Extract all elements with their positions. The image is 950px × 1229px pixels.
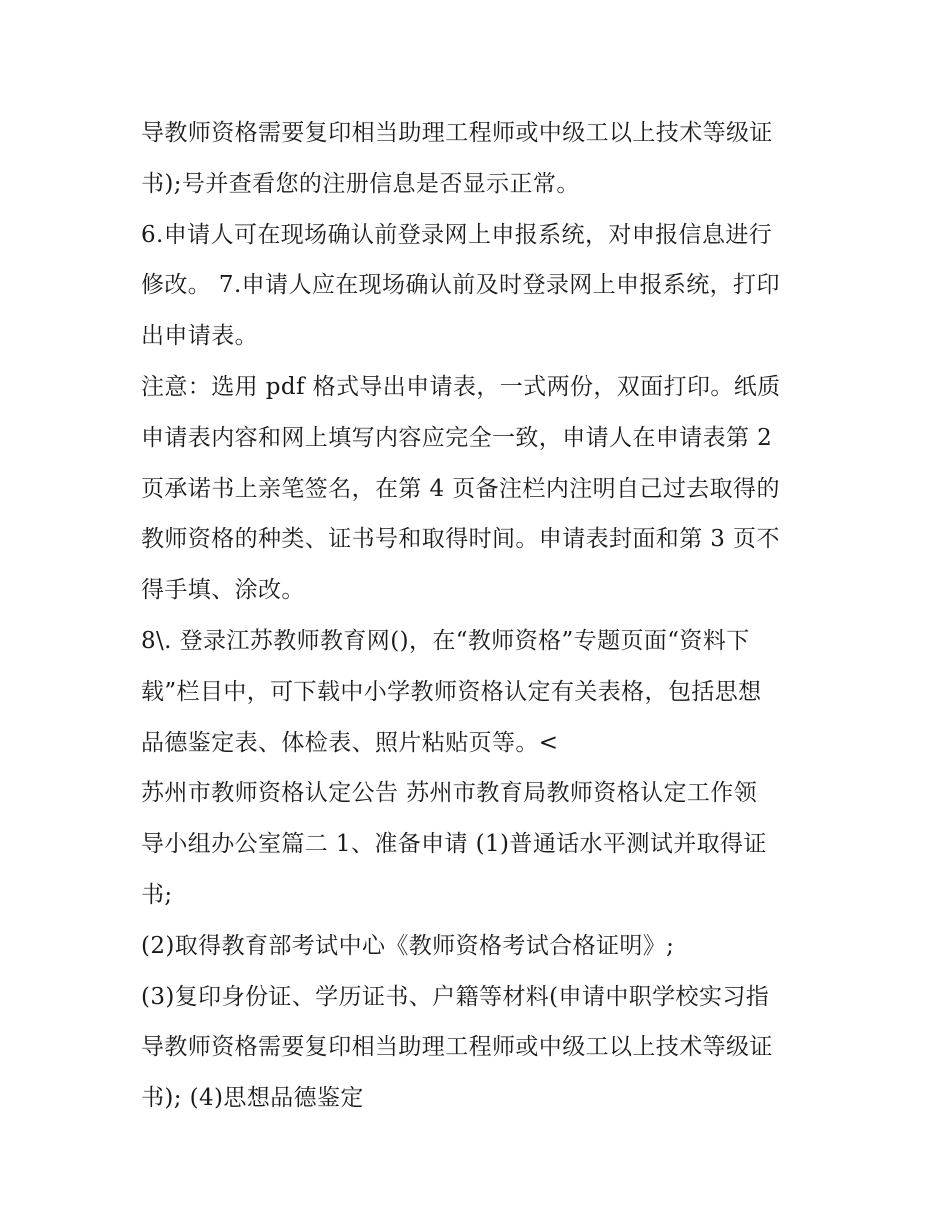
text-line: (2)取得教育部考试中心《教师资格考试合格证明》; — [141, 932, 675, 959]
text-line: 注意：选用 pdf 格式导出申请表，一式两份，双面打印。纸质 — [141, 373, 781, 400]
text-line: 6.申请人可在现场确认前登录网上申报系统，对申报信息进行 — [141, 221, 773, 248]
text-line: 修改。 7.申请人应在现场确认前及时登录网上申报系统，打印 — [141, 272, 780, 299]
text-line: (3)复印身份证、学历证书、户籍等材料(申请中职学校实习指 — [141, 983, 770, 1010]
text-line: 得手填、涂改。 — [141, 577, 305, 604]
text-line: 8\. 登录江苏教师教育网()，在“教师资格”专题页面“资料下 — [141, 627, 750, 654]
text-line: 书); (4)思想品德鉴定 — [141, 1085, 364, 1112]
text-line: 教师资格的种类、证书号和取得时间。申请表封面和第 3 页不 — [141, 526, 780, 553]
text-line: 导教师资格需要复印相当助理工程师或中级工以上技术等级证 — [141, 1034, 773, 1061]
text-line: 书; — [141, 881, 173, 908]
text-line: 页承诺书上亲笔签名，在第 4 页备注栏内注明自己过去取得的 — [141, 475, 780, 502]
text-line: 导小组办公室篇二 1、准备申请 (1)普通话水平测试并取得证 — [141, 831, 767, 858]
text-line: 出申请表。 — [141, 323, 258, 350]
text-line: 书);号并查看您的注册信息是否显示正常。 — [141, 170, 580, 197]
text-line: 载”栏目中，可下载中小学教师资格认定有关表格，包括思想 — [141, 678, 762, 705]
text-line: 品德鉴定表、体检表、照片粘贴页等。< — [141, 729, 559, 756]
text-line: 导教师资格需要复印相当助理工程师或中级工以上技术等级证 — [141, 120, 773, 146]
document-body — [141, 108, 821, 1124]
text-line: 苏州市教师资格认定公告 苏州市教育局教师资格认定工作领 — [141, 780, 758, 807]
text-line: 申请表内容和网上填写内容应完全一致，申请人在申请表第 2 — [141, 424, 773, 451]
